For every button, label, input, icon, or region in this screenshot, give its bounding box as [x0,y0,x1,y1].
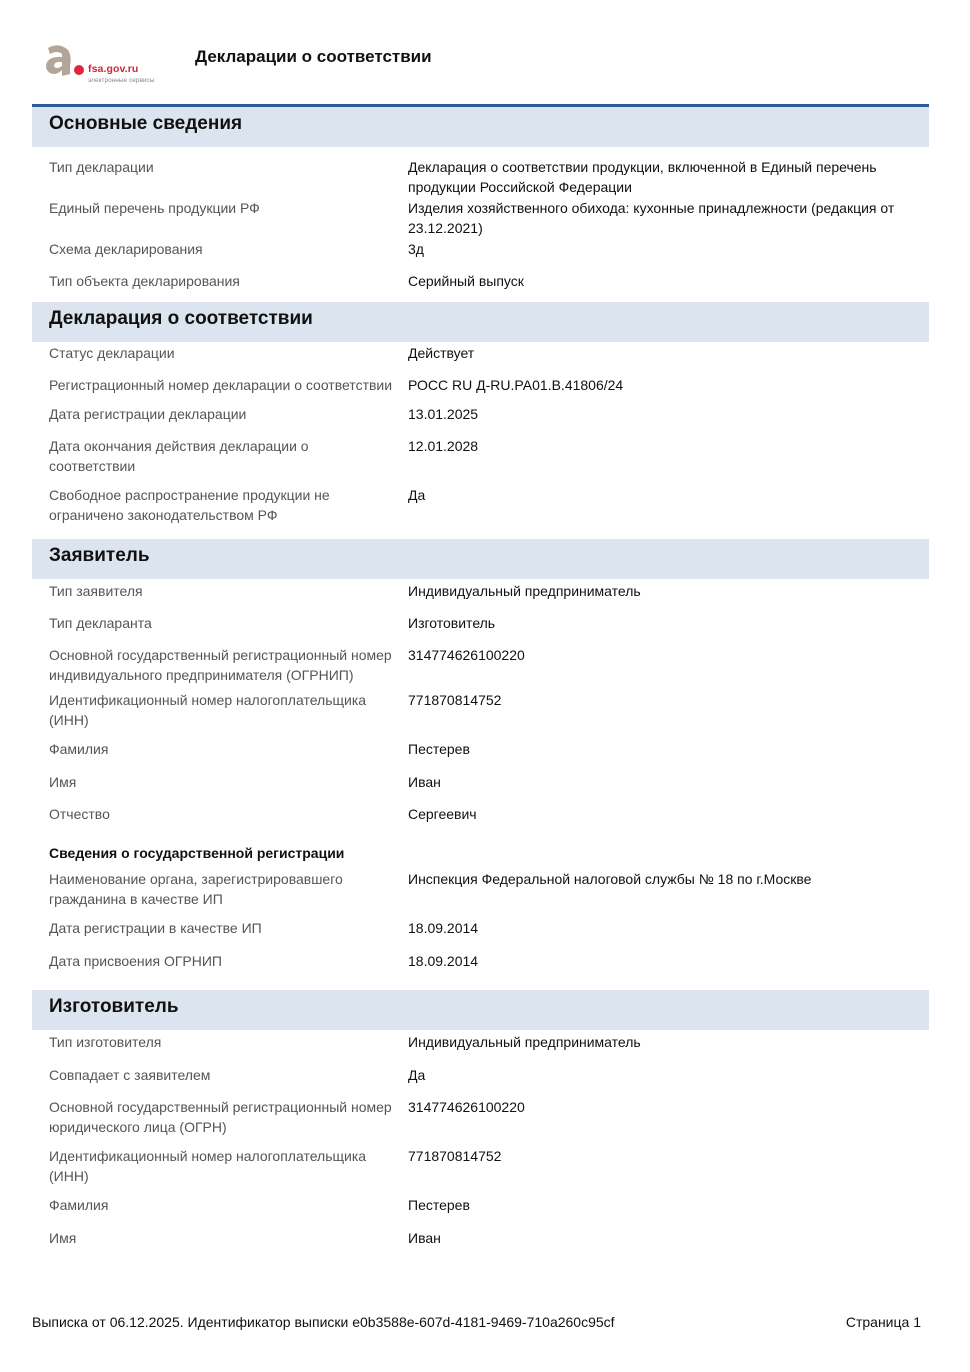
section-title: Изготовитель [49,996,179,1017]
field-value: Действует [408,345,475,361]
field-row [32,1228,929,1248]
field-row [32,343,929,363]
field-value: Инспекция Федеральной налоговой службы № 18 по г.Москве [408,871,812,887]
fsa-logo [44,44,164,88]
field-label: Фамилия [49,741,109,757]
field-value: Изделия хозяйственного обихода: кухонные принадлежности (редакция от 23.12.2021) [408,200,895,236]
field-row [32,404,929,424]
field-row [32,690,929,730]
field-row [32,581,929,601]
page-number: Страница 1 [845,1314,921,1330]
field-label: Схема декларирования [49,241,203,257]
field-value: 18.09.2014 [408,920,479,936]
field-label: Тип объекта декларирования [49,273,240,289]
section-title: Заявитель [49,545,150,566]
field-row [32,485,929,525]
field-row [32,1032,929,1052]
field-value: Индивидуальный предприниматель [408,583,641,599]
field-value: Да [408,487,426,503]
logo-red-dot [74,65,84,75]
field-row [32,1195,929,1215]
field-value: РОСС RU Д-RU.РА01.В.41806/24 [408,377,624,393]
field-label: Статус декларации [49,345,175,361]
logo-subtitle: электронные сервисы [88,77,155,84]
field-row [32,645,929,685]
field-value: Изготовитель [408,615,496,631]
field-label: Отчество [49,806,110,822]
field-row [32,804,929,824]
field-label: Совпадает с заявителем [49,1067,211,1083]
field-value: Иван [408,774,441,790]
document-body [32,107,929,1248]
field-value: 12.01.2028 [408,438,479,454]
field-value: 771870814752 [408,692,502,708]
field-label: Тип декларации [49,159,154,175]
section-title: Основные сведения [49,113,243,134]
field-row [32,951,929,971]
field-label: Идентификационный номер налогоплательщика (ИНН) [49,692,367,728]
field-row [32,613,929,633]
field-row [32,1065,929,1085]
field-label: Свободное распространение продукции не ограничено законодательством РФ [49,487,330,523]
section-header-declaration [32,302,929,342]
logo-site-name: fsa.gov.ru [88,63,139,75]
field-value: Да [408,1067,426,1083]
field-value: Иван [408,1230,441,1246]
field-value: Сергеевич [408,806,477,822]
page-title: Декларации о соответствии [195,47,432,66]
field-label: Основной государственный регистрационный номер индивидуального предпринимателя (ОГРНИП) [49,647,392,683]
section-header-basic-info [32,107,929,147]
field-label: Основной государственный регистрационный номер юридического лица (ОГРН) [49,1099,392,1135]
field-row [32,239,929,259]
field-label: Тип декларанта [49,615,152,631]
field-value: 771870814752 [408,1148,502,1164]
field-value: 18.09.2014 [408,953,479,969]
field-row [32,198,929,238]
field-row [32,869,929,909]
field-value: Пестерев [408,741,470,757]
field-label: Тип изготовителя [49,1034,162,1050]
field-label: Идентификационный номер налогоплательщика (ИНН) [49,1148,367,1184]
fsa-logo-icon [44,44,74,78]
field-row [32,1146,929,1186]
field-value: 314774626100220 [408,647,525,663]
field-label: Имя [49,1230,77,1246]
field-value: Декларация о соответствии продукции, включенной в Единый перечень продукции Российской Федерации [408,159,877,195]
field-row [32,772,929,792]
field-value: Индивидуальный предприниматель [408,1034,641,1050]
field-row [32,271,929,291]
section-header-manufacturer [32,990,929,1030]
field-value: 3д [408,241,424,257]
page-footer [32,1314,921,1330]
document-header [0,0,970,104]
field-label: Единый перечень продукции РФ [49,200,260,216]
section-header-applicant [32,539,929,579]
field-row [32,375,929,395]
field-label: Тип заявителя [49,583,143,599]
subsection-title: Сведения о государственной регистрации [49,845,345,861]
field-value: 13.01.2025 [408,406,479,422]
field-row [32,918,929,938]
section-title: Декларация о соответствии [49,308,313,329]
field-row [32,436,929,476]
field-label: Имя [49,774,77,790]
field-label: Дата окончания действия декларации о соответствии [49,438,309,474]
field-label: Фамилия [49,1197,109,1213]
field-value: Пестерев [408,1197,470,1213]
field-label: Дата регистрации декларации [49,406,247,422]
field-label: Регистрационный номер декларации о соответствии [49,377,393,393]
field-value: 314774626100220 [408,1099,525,1115]
field-label: Наименование органа, зарегистрировавшего гражданина в качестве ИП [49,871,343,907]
field-label: Дата регистрации в качестве ИП [49,920,262,936]
extract-info: Выписка от 06.12.2025. Идентификатор выписки e0b3588e-607d-4181-9469-710a260c95cf [32,1314,615,1330]
field-row [32,157,929,197]
field-row [32,1097,929,1137]
field-label: Дата присвоения ОГРНИП [49,953,222,969]
field-value: Серийный выпуск [408,273,524,289]
field-row [32,739,929,759]
